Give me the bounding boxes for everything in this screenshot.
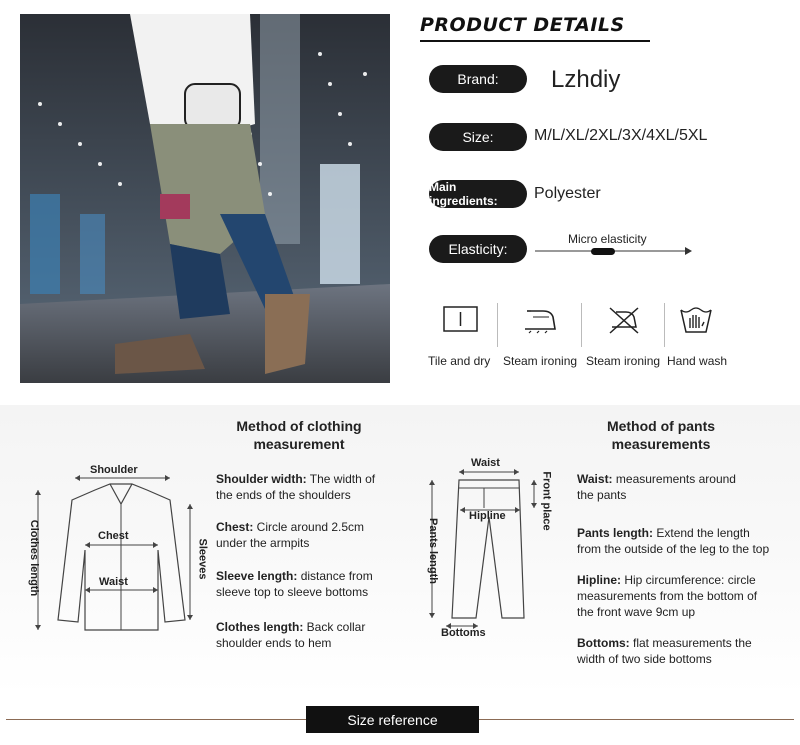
elasticity-label: Elasticity: [429,235,527,263]
chest-label: Chest [98,530,129,542]
bottoms-desc: Bottoms: flat measurements the width of two side bottoms [577,636,752,666]
care-label-hand-wash: Hand wash [667,354,728,368]
care-divider [664,303,665,347]
pants-heading: Method of pants measurements [606,418,716,452]
product-photo [20,14,390,383]
shoulder-width-desc: Shoulder width: The width of the ends of the shoulders [216,472,376,502]
clothes-length-label: Clothes length [28,519,41,597]
size-label: Size: [429,123,527,151]
clothing-heading: Method of clothing measurement [236,418,362,452]
ingredients-label: Main ingredients: [429,180,527,208]
steam-iron-icon [519,305,561,335]
size-reference-banner: Size reference [306,706,479,733]
waist-label: Waist [99,576,128,588]
care-divider [581,303,582,347]
chest-desc: Chest: Circle around 2.5cm under the armpits [216,520,365,550]
care-divider [497,303,498,347]
sleeve-length-desc: Sleeve length: distance from sleeve top to sleeve bottoms [216,569,373,599]
hipline-label: Hipline [469,510,506,522]
waist-desc: Waist: measurements around the pants [577,472,736,502]
tile-dry-icon [443,306,479,334]
hipline-desc: Hipline: Hip circumference: circle measurements from the bottom of the front wave 9cm up [577,573,758,619]
brand-label: Brand: [429,65,527,93]
no-steam-iron-icon [606,305,642,335]
shoulder-label: Shoulder [90,464,138,476]
shirt-diagram [30,470,210,640]
ingredients-value: Polyester [534,185,601,202]
care-label-no-steam-ironing: Steam ironing [586,354,661,368]
elasticity-scale [533,244,693,260]
care-label-tile-dry: Tile and dry [428,354,491,368]
size-value: M/L/XL/2XL/3X/4XL/5XL [534,127,708,144]
pants-length-label: Pants length [427,517,440,585]
front-place-label: Front place [540,471,553,531]
page-title: PRODUCT DETAILS [420,14,625,36]
bottoms-label: Bottoms [441,627,486,639]
title-underline [420,40,650,42]
pants-length-desc: Pants length: Extend the length from the outside of the leg to the top [577,526,770,556]
pants-waist-label: Waist [471,457,500,469]
hand-wash-icon [678,304,714,334]
sleeves-label: Sleeves [196,538,209,580]
care-label-steam-ironing: Steam ironing [503,354,578,368]
elasticity-value: Micro elasticity [568,232,647,246]
clothes-length-desc: Clothes length: Back collar shoulder ends to hem [216,620,366,650]
brand-value: Lzhdiy [551,66,621,93]
